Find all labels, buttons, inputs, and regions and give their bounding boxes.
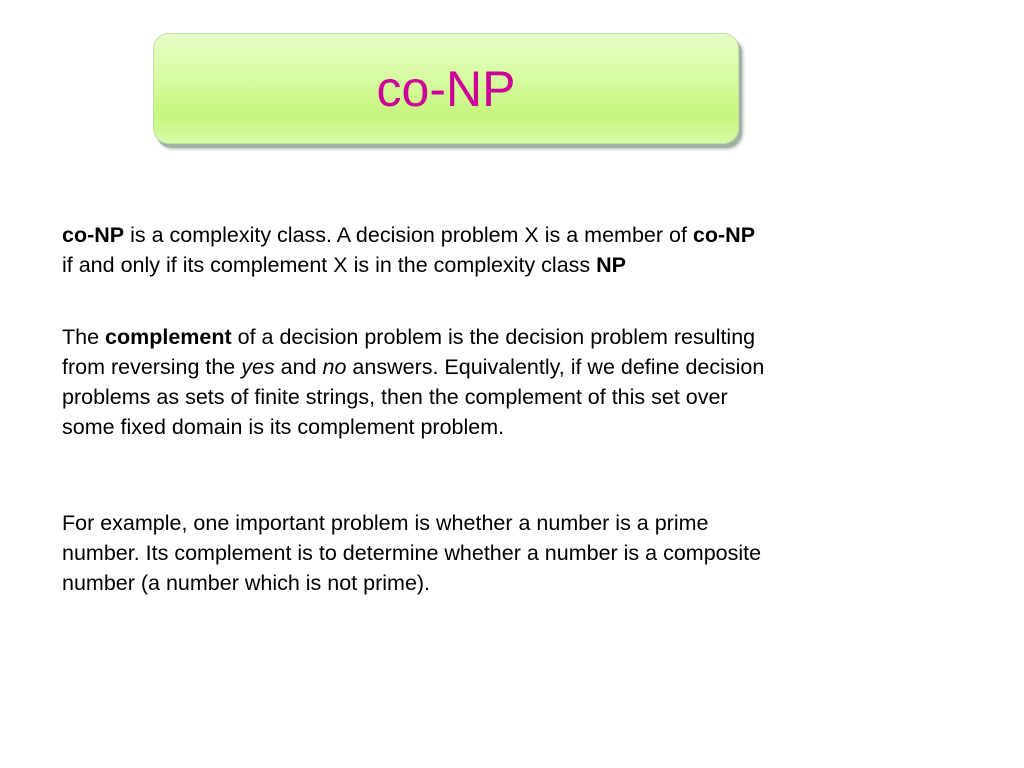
complement-text: and [274,355,323,379]
example-text: number (a number which is not prime). [62,571,431,595]
term-co-np: co-NP [692,223,756,247]
complement-text: The [62,325,106,349]
term-co-np: co-NP [62,223,125,247]
slide-title: co-NP [376,60,516,117]
term-no: no [322,355,347,379]
paragraph-example [62,508,922,598]
example-text: For example, one important problem is whether a number is a prime [62,511,709,535]
complement-text: problems as sets of finite strings, then the complement of this set over [62,385,728,409]
definition-text: is a complexity class. A decision problem X is a member of [124,223,693,247]
complement-text: from reversing the [62,355,242,379]
term-yes: yes [241,355,275,379]
complement-text: of a decision problem is the decision problem resulting [231,325,756,349]
definition-text: if and only if its complement X is in the complexity class [62,253,597,277]
term-complement: complement [105,325,232,349]
title-banner [153,33,739,144]
paragraph-definition [62,220,922,280]
example-text: number. Its complement is to determine whether a number is a composite [62,541,762,565]
term-np: NP [596,253,627,277]
complement-text: some fixed domain is its complement problem. [62,415,505,439]
paragraph-complement [62,322,922,442]
complement-text: answers. Equivalently, if we define decision [346,355,765,379]
